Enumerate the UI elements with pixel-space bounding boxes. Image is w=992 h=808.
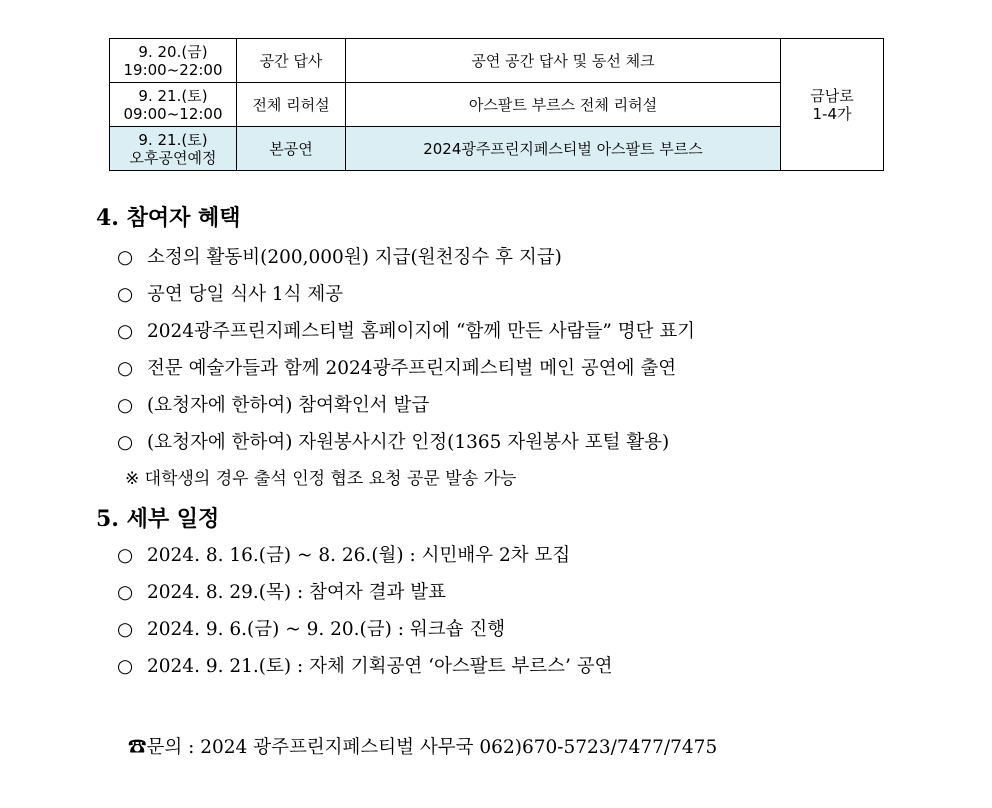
benefit-item xyxy=(117,357,676,381)
benefit-item xyxy=(117,394,429,418)
schedule-date: 9. 21.(토) xyxy=(138,86,208,105)
benefit-text: (요청자에 한하여) 자원봉사시간 인정(1365 자원봉사 포털 활용) xyxy=(147,432,670,453)
detail-item xyxy=(117,618,505,642)
venue-line2: 1-4가 xyxy=(812,104,852,123)
benefit-text: 소정의 활동비(200,000원) 지급(원천징수 후 지급) xyxy=(147,247,562,268)
circle-bullet-icon: ○ xyxy=(117,619,134,640)
detail-item xyxy=(117,655,612,679)
schedule-type: 공간 답사 xyxy=(237,39,346,83)
detail-text: 2024. 8. 16.(금) ~ 8. 26.(월) : 시민배우 2차 모집 xyxy=(147,545,571,566)
circle-bullet-icon: ○ xyxy=(117,582,134,603)
circle-bullet-icon: ○ xyxy=(117,395,134,416)
circle-bullet-icon: ○ xyxy=(117,284,134,305)
schedule-desc: 2024광주프린지페스티벌 아스팔트 부르스 xyxy=(346,127,781,171)
benefit-item xyxy=(117,320,695,344)
circle-bullet-icon: ○ xyxy=(117,247,134,268)
benefit-note: ※ 대학생의 경우 출석 인정 협조 요청 공문 발송 가능 xyxy=(125,469,517,489)
schedule-venue xyxy=(781,39,884,171)
detail-text: 2024. 8. 29.(목) : 참여자 결과 발표 xyxy=(147,582,446,603)
schedule-row xyxy=(110,39,884,83)
venue-line1: 금남로 xyxy=(810,86,854,105)
schedule-desc: 아스팔트 부르스 전체 리허설 xyxy=(346,83,781,127)
schedule-date: 9. 20.(금) xyxy=(138,42,208,61)
benefit-item xyxy=(117,283,343,307)
detail-text: 2024. 9. 6.(금) ~ 9. 20.(금) : 워크숍 진행 xyxy=(147,619,506,640)
schedule-date-cell xyxy=(110,83,237,127)
circle-bullet-icon: ○ xyxy=(117,321,134,342)
circle-bullet-icon: ○ xyxy=(117,545,134,566)
benefit-item xyxy=(117,431,669,455)
schedule-type: 본공연 xyxy=(237,127,346,171)
schedule-desc: 공연 공간 답사 및 동선 체크 xyxy=(346,39,781,83)
schedule-time: 19:00~22:00 xyxy=(123,60,223,79)
schedule-time: 09:00~12:00 xyxy=(123,104,223,123)
schedule-date-cell xyxy=(110,127,237,171)
benefits-heading: 4. 참여자 혜택 xyxy=(96,205,241,231)
detail-text: 2024. 9. 21.(토) : 자체 기획공연 ‘아스팔트 부르스’ 공연 xyxy=(147,656,613,677)
benefit-text: 전문 예술가들과 함께 2024광주프린지페스티벌 메인 공연에 출연 xyxy=(147,358,677,379)
circle-bullet-icon: ○ xyxy=(117,656,134,677)
contact-line: ☎문의 : 2024 광주프린지페스티벌 사무국 062)670-5723/7477/7475 xyxy=(128,737,718,758)
schedule-date: 9. 21.(토) xyxy=(138,130,208,149)
detail-item xyxy=(117,581,446,605)
schedule-time: 오후공연예정 xyxy=(129,148,217,167)
schedule-type: 전체 리허설 xyxy=(237,83,346,127)
circle-bullet-icon: ○ xyxy=(117,358,134,379)
benefit-item xyxy=(117,246,562,270)
benefit-text: 2024광주프린지페스티벌 홈페이지에 “함께 만든 사람들” 명단 표기 xyxy=(147,321,696,342)
schedule-row-highlighted xyxy=(110,127,884,171)
benefit-text: (요청자에 한하여) 참여확인서 발급 xyxy=(147,395,430,416)
schedule-date-cell xyxy=(110,39,237,83)
detail-item xyxy=(117,544,570,568)
schedule-row xyxy=(110,83,884,127)
details-heading: 5. 세부 일정 xyxy=(96,506,220,532)
benefit-text: 공연 당일 식사 1식 제공 xyxy=(147,284,344,305)
circle-bullet-icon: ○ xyxy=(117,432,134,453)
schedule-table xyxy=(109,38,884,171)
